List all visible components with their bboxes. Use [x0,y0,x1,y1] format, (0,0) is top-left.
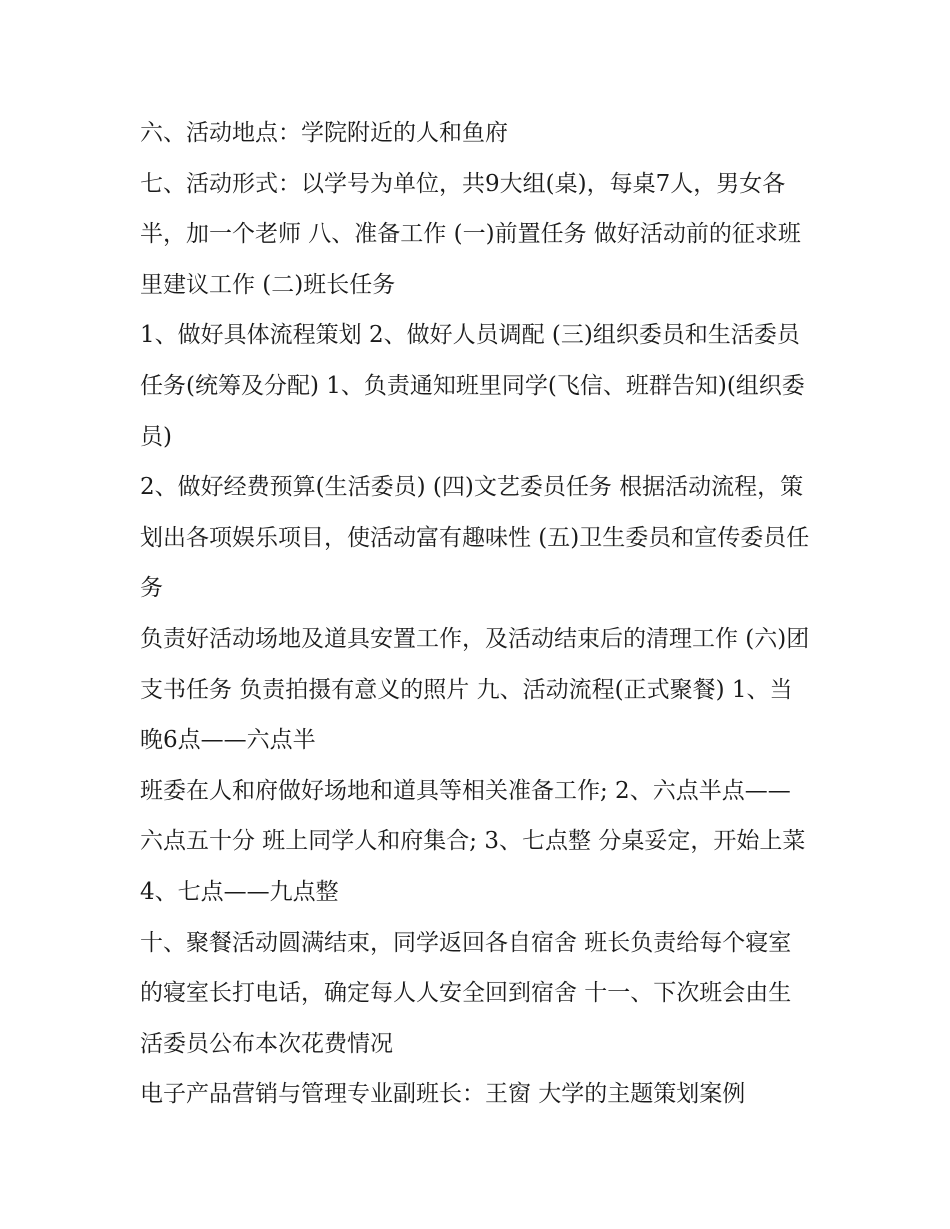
document-body [140,108,812,1120]
paragraph-activity-format: 七、活动形式：以学号为单位，共9大组(桌)，每桌7人，男女各半，加一个老师 八、准备工作 (一)前置任务 做好活动前的征求班里建议工作 (二)班长任务 [140,170,801,298]
paragraph-signature: 电子产品营销与管理专业副班长：王窗 大学的主题策划案例 [140,1081,746,1108]
paragraph-activity-location: 六、活动地点：学院附近的人和鱼府 [140,120,508,146]
paragraph-monitor-tasks: 1、做好具体流程策划 2、做好人员调配 (三)组织委员和生活委员任务(统筹及分配) 1、负责通知班里同学(飞信、班群告知)(组织委员) [140,322,805,450]
paragraph-venue-tasks: 负责好活动场地及道具安置工作，及活动结束后的清理工作 (六)团支书任务 负责拍摄有意义的照片 九、活动流程(正式聚餐) 1、当晚6点——六点半 [140,625,810,754]
paragraph-budget-tasks: 2、做好经费预算(生活委员) (四)文艺委员任务 根据活动流程，策划出各项娱乐项目，使活动富有趣味性 (五)卫生委员和宣传委员任务 [140,474,810,602]
paragraph-schedule: 班委在人和府做好场地和道具等相关准备工作; 2、六点半点——六点五十分 班上同学人和府集合; 3、七点整 分桌妥定，开始上菜 4、七点——九点整 [140,777,806,905]
paragraph-conclusion: 十、聚餐活动圆满结束，同学返回各自宿舍 班长负责给每个寝室的寝室长打电话，确定每人人安全回到宿舍 十一、下次班会由生活委员公布本次花费情况 [140,929,792,1057]
